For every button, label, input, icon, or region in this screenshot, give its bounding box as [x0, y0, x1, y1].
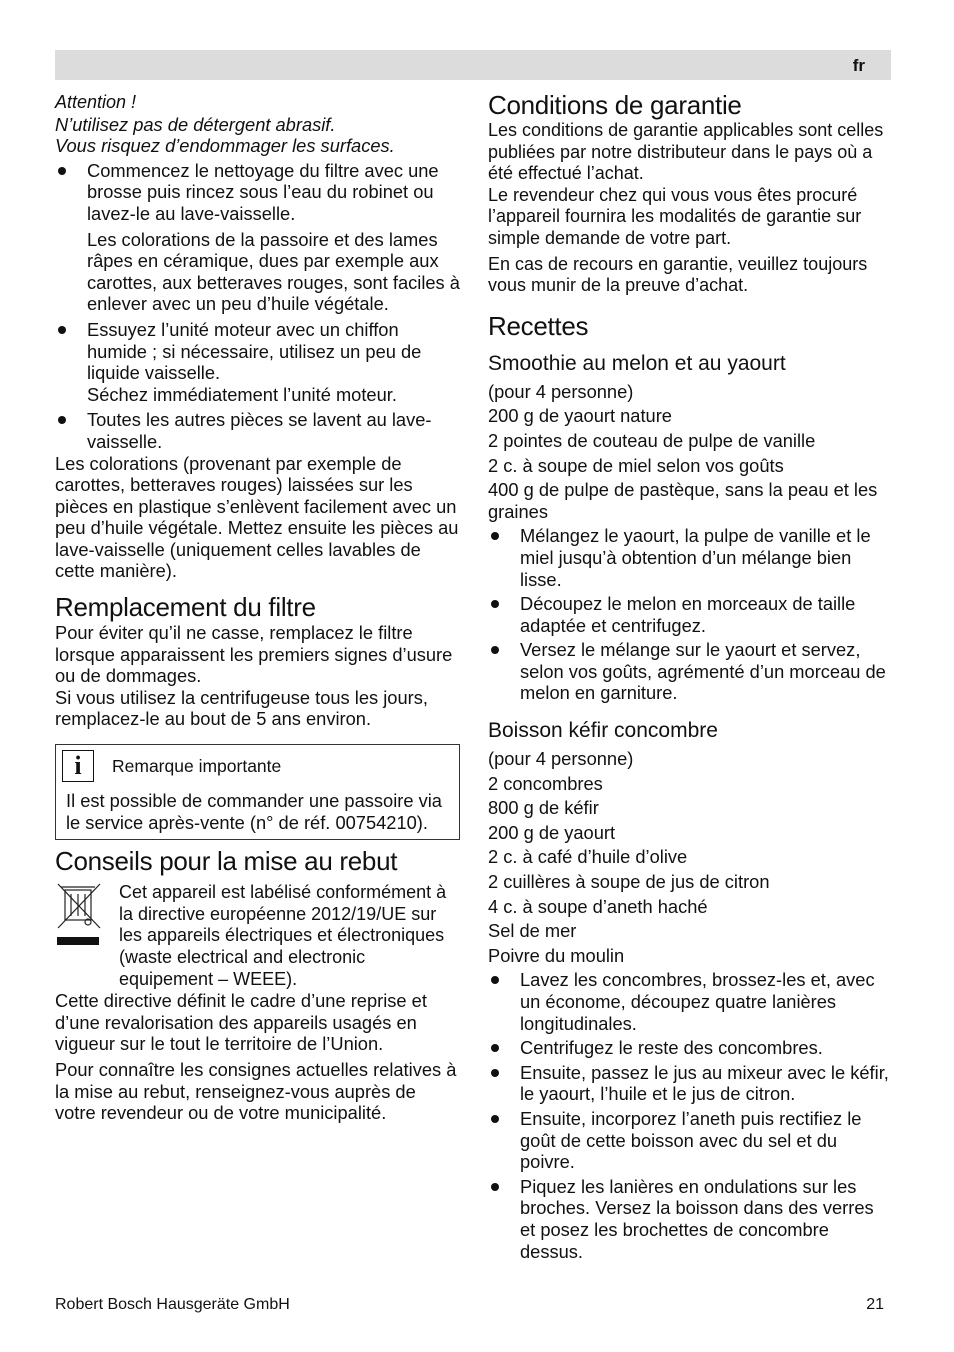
- recipe-steps: [488, 525, 892, 704]
- ingredient: 4 c. à soupe d’aneth haché: [488, 895, 708, 917]
- ingredient: Sel de mer: [488, 920, 577, 942]
- warranty-paragraph: Le revendeur chez qui vous vous êtes procuré l’appareil fournira les modalités de garantie sur simple demande de votre part.: [488, 184, 862, 248]
- left-column: [55, 90, 460, 1124]
- list-item: [55, 319, 460, 405]
- disposal-heading: Conseils pour la mise au rebut: [55, 846, 398, 877]
- bullet-text: Commencez le nettoyage du filtre avec une brosse puis rincez sous l’eau du robinet ou lavez-le au lave-vaisselle.: [87, 159, 439, 224]
- list-item: Versez le mélange sur le yaourt et servez, selon vos goûts, agrémenté d’un morceau de melon en garniture.: [488, 639, 892, 704]
- ingredient: 400 g de pulpe de pastèque, sans la peau et les graines: [488, 479, 878, 522]
- ingredient: 200 g de yaourt: [488, 821, 616, 843]
- ingredient: 2 c. à soupe de miel selon vos goûts: [488, 454, 784, 476]
- bullet-extra: Les colorations de la passoire et des lames râpes en céramique, dues par exemple aux carottes, aux betteraves rouges, sont faciles à enlever avec un peu d’huile végétale.: [87, 228, 460, 315]
- warranty-heading: Conditions de garantie: [488, 90, 742, 120]
- ingredient: (pour 4 personne): [488, 380, 634, 402]
- footer-company: Robert Bosch Hausgeräte GmbH: [55, 1296, 290, 1313]
- colorations-paragraph: Les colorations (provenant par exemple de carottes, betteraves rouges) laissées sur les pièces en plastique s’enlèvent facilement avec un peu d’huile végétale. Mettez ensuite les pièces au lave-vaisselle (uniquement celles lavables de cette manière).: [55, 452, 459, 582]
- ingredient: 200 g de yaourt nature: [488, 405, 672, 427]
- ingredient: 2 cuillères à soupe de jus de citron: [488, 871, 770, 893]
- crossed-bin-icon: [55, 882, 111, 990]
- ingredient: 2 c. à café d’huile d’olive: [488, 846, 688, 868]
- right-column: [488, 90, 892, 1262]
- bullet-text: Essuyez l’unité moteur avec un chiffon humide ; si nécessaire, utilisez un peu de liquide vaisselle.: [87, 318, 422, 384]
- weee-block: [55, 882, 460, 990]
- page-number: 21: [866, 1296, 884, 1313]
- disposal-paragraph: Cet appareil est labélisé conformément à la directive européenne 2012/19/UE sur les appareils électriques et électroniques (waste electrical and electronic equipement – WEEE).: [119, 882, 447, 989]
- note-title: Remarque importante: [112, 755, 282, 776]
- filter-heading: Remplacement du filtre: [55, 592, 316, 623]
- recipe-title: Boisson kéfir concombre: [488, 719, 718, 743]
- ingredient: 2 pointes de couteau de pulpe de vanille: [488, 429, 816, 451]
- language-code: fr: [852, 56, 865, 75]
- note-header: [62, 750, 449, 782]
- disposal-paragraph: Cette directive définit le cadre d’une reprise et d’une revalorisation des appareils usagés en vigueur sur le tout le territoire de l’Union.: [55, 990, 427, 1055]
- list-item: Ensuite, incorporez l’aneth puis rectifiez le goût de cette boisson avec du sel et du poivre.: [488, 1108, 892, 1173]
- bullet-text: Toutes les autres pièces se lavent au lave-vaisselle.: [87, 409, 432, 452]
- recipe-steps: [488, 969, 892, 1262]
- recipes-heading: Recettes: [488, 310, 589, 341]
- list-item: Centrifugez le reste des concombres.: [488, 1037, 892, 1059]
- recipe-title: Smoothie au melon et au yaourt: [488, 351, 786, 375]
- info-icon: i: [62, 750, 94, 782]
- ingredient: 800 g de kéfir: [488, 797, 599, 819]
- list-item: Mélangez le yaourt, la pulpe de vanille et le miel jusqu’à obtention d’un mélange bien lisse.: [488, 525, 892, 590]
- warranty-paragraph: Les conditions de garantie applicables sont celles publiées par notre distributeur dans le pays où a été effectué l’achat.: [488, 120, 884, 184]
- header-bar: [55, 50, 891, 80]
- attention-line: N’utilisez pas de détergent abrasif.: [55, 113, 336, 135]
- filter-paragraph: Si vous utilisez la centrifugeuse tous les jours, remplacez-le au bout de 5 ans environ.: [55, 686, 428, 730]
- important-note-box: [55, 744, 460, 840]
- disposal-paragraph: Pour connaître les consignes actuelles relatives à la mise au rebut, renseignez-vous auprès de votre revendeur ou de votre municipalité.: [55, 1058, 457, 1124]
- attention-title: Attention !: [55, 92, 137, 112]
- ingredient: 2 concombres: [488, 772, 603, 794]
- ingredient: Poivre du moulin: [488, 944, 625, 966]
- ingredient: (pour 4 personne): [488, 748, 634, 770]
- list-item: Découpez le melon en morceaux de taille adaptée et centrifugez.: [488, 593, 892, 636]
- list-item: [55, 409, 460, 452]
- list-item: [55, 160, 460, 315]
- list-item: Ensuite, passez le jus au mixeur avec le kéfir, le yaourt, l’huile et le jus de citron.: [488, 1062, 892, 1105]
- note-text: Il est possible de commander une passoire via le service après-vente (n° de réf. 00754210).: [66, 790, 442, 833]
- list-item: Lavez les concombres, brossez-les et, avec un économe, découpez quatre lanières longitudinales.: [488, 969, 892, 1034]
- bullet-extra: Séchez immédiatement l’unité moteur.: [87, 383, 397, 405]
- warranty-paragraph: En cas de recours en garantie, veuillez toujours vous munir de la preuve d’achat.: [488, 253, 868, 296]
- filter-paragraph: Pour éviter qu’il ne casse, remplacez le filtre lorsque apparaissent les premiers signes d’usure ou de dommages.: [55, 622, 453, 687]
- list-item: Piquez les lanières en ondulations sur les broches. Versez la boisson dans des verres et posez les brochettes de concombre dessus.: [488, 1176, 892, 1262]
- cleaning-list: [55, 160, 460, 453]
- attention-line: Vous risquez d’endommager les surfaces.: [55, 135, 395, 157]
